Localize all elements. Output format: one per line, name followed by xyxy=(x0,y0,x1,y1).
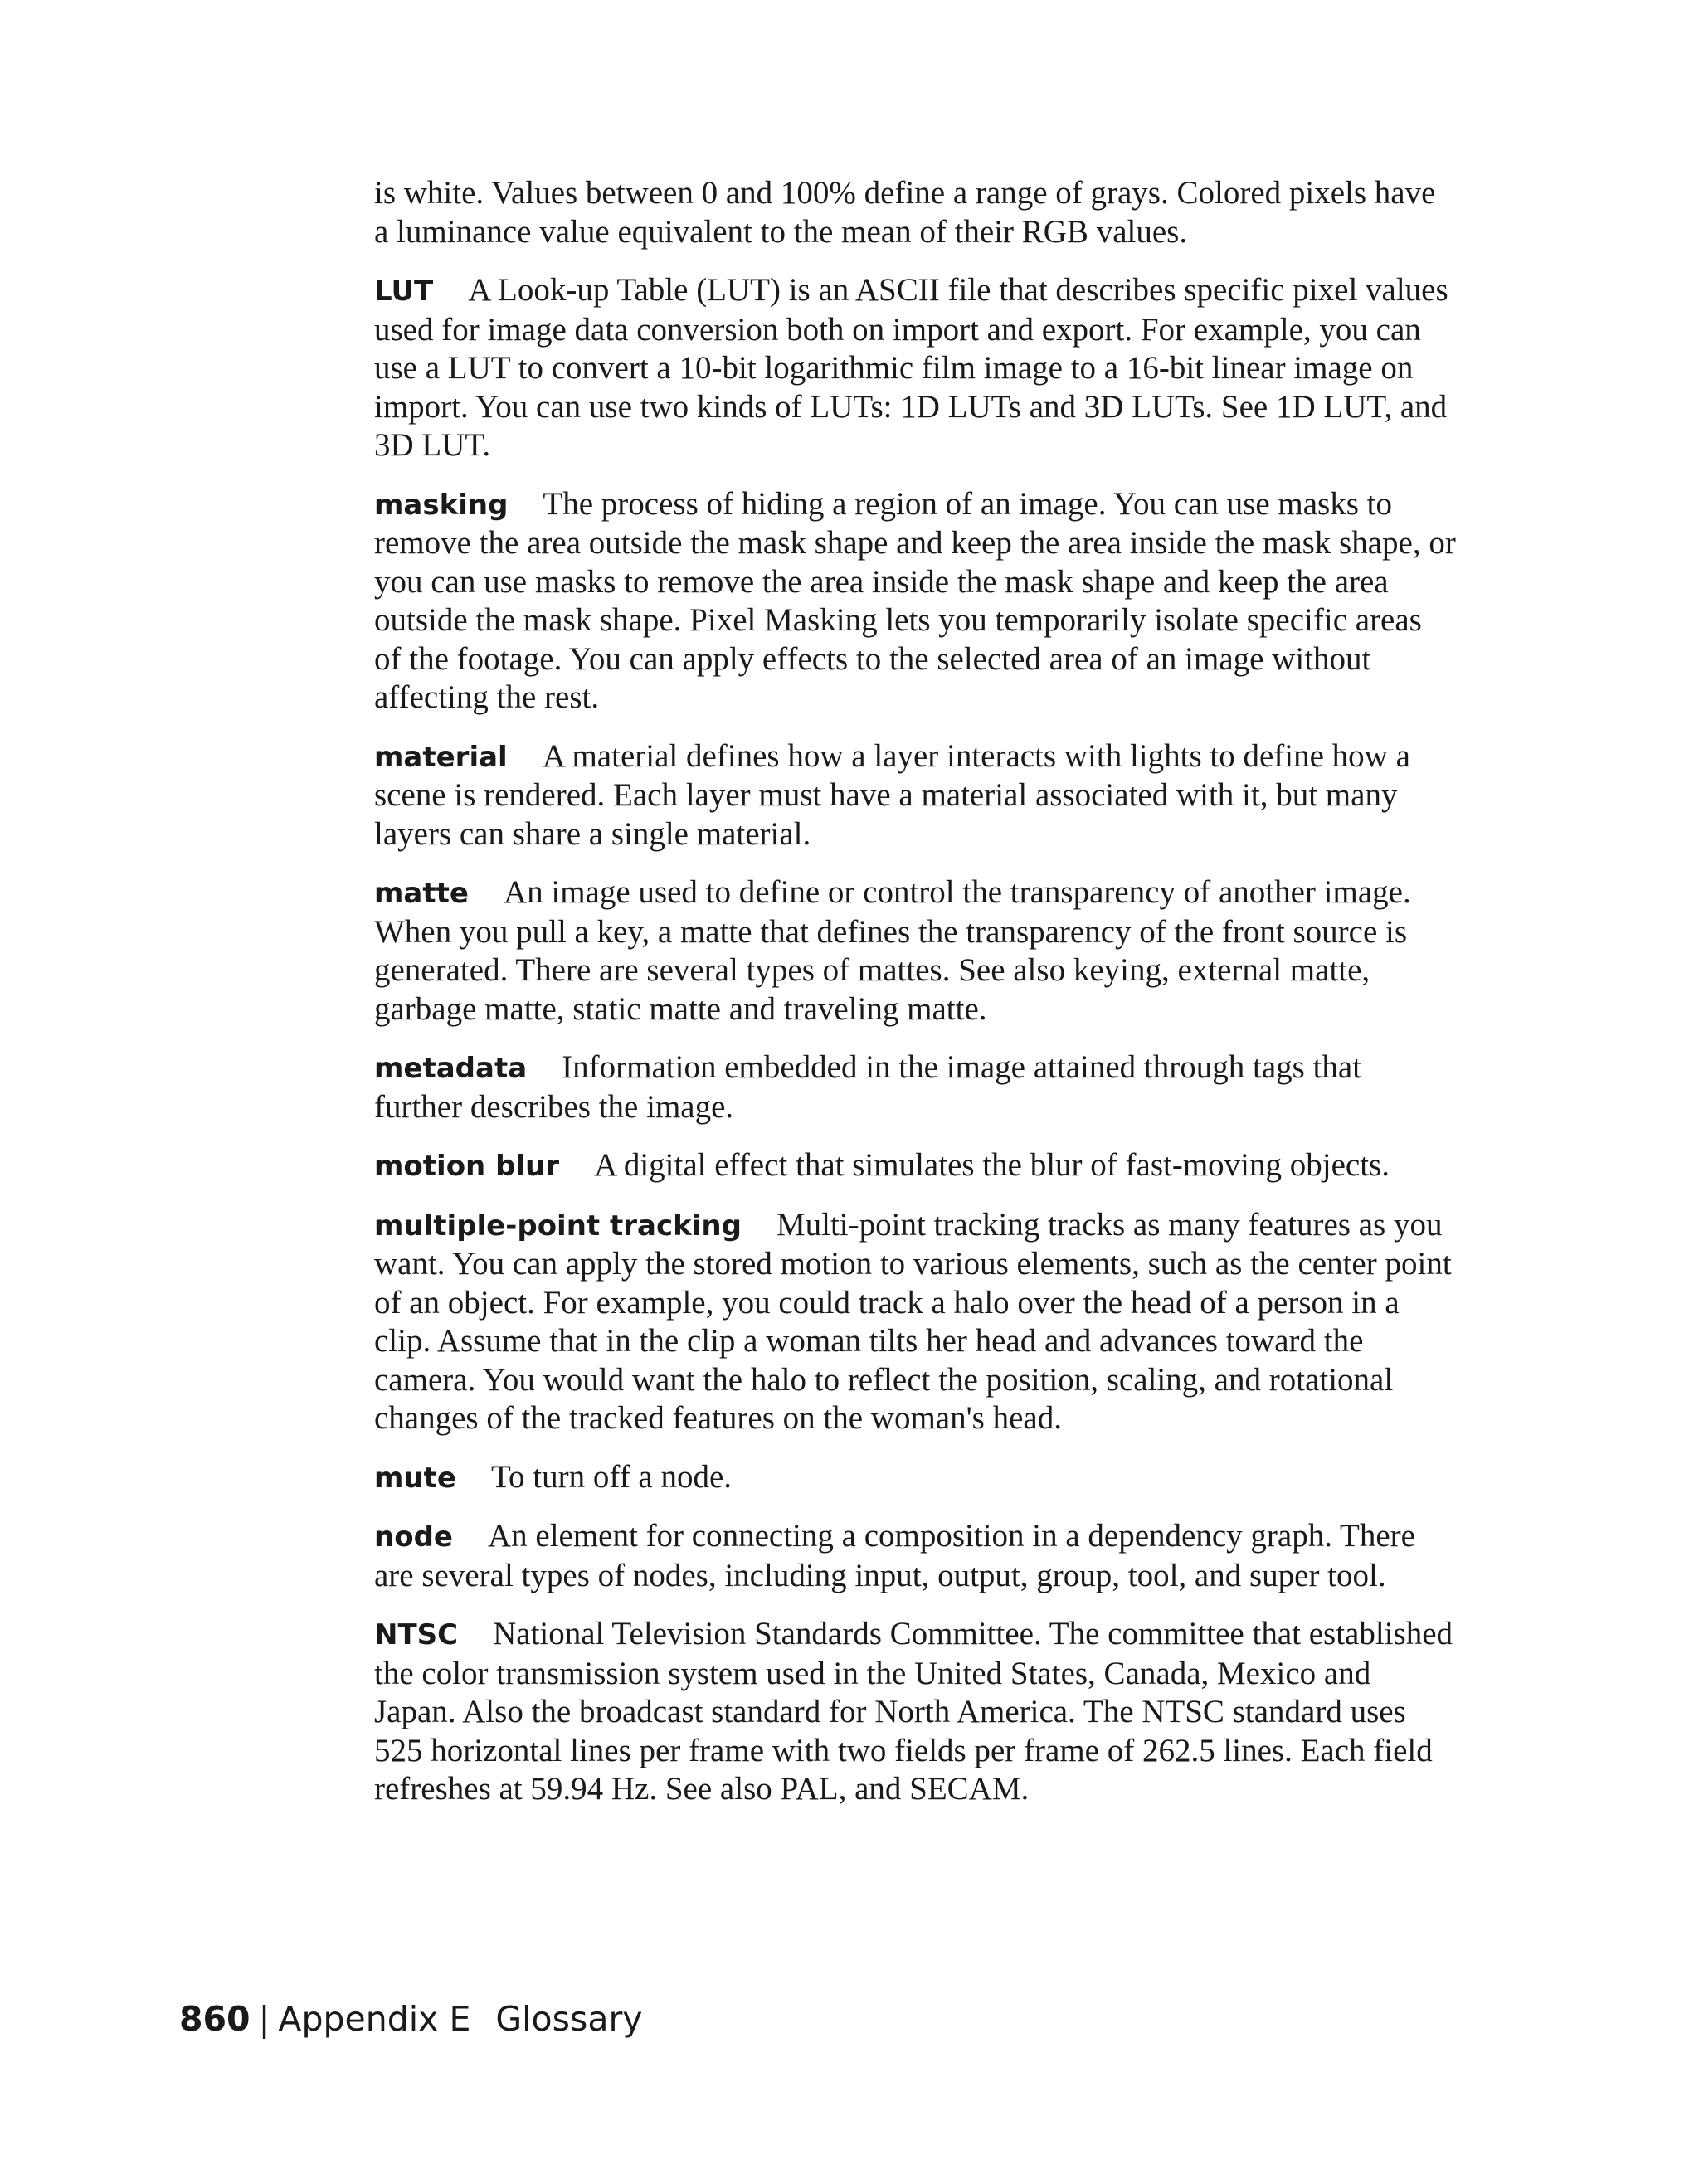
appendix-label: Appendix E xyxy=(278,1999,471,2039)
entry-definition: The process of hiding a region of an image. You can use masks to remove the area outside the mask shape and keep the area inside the mask shape, or you can use masks to remove the area inside the mask shape and keep the area outside the mask shape. Pixel Masking lets you temporarily isolate specific areas of the footage. You can apply effects to the selected area of an image without affecting the rest. xyxy=(374,485,1456,715)
entry-term: NTSC xyxy=(374,1618,459,1651)
glossary-entry-ntsc xyxy=(374,1615,1457,1809)
entry-definition: Information embedded in the image attained through tags that further describes the image. xyxy=(374,1049,1362,1125)
page-number: 860 xyxy=(179,1999,251,2039)
glossary-entry-node xyxy=(374,1517,1457,1595)
glossary-entry-metadata xyxy=(374,1048,1457,1126)
entry-definition: Multi-point tracking tracks as many features as you want. You can apply the stored motion to various elements, such as the center point of an object. For example, you could track a halo over the head of a person in a clip. Assume that in the clip a woman tilts her head and advances toward the camera. You would want the halo to reflect the position, scaling, and rotational changes of the tracked features on the woman's head. xyxy=(374,1206,1452,1436)
section-name: Glossary xyxy=(495,1999,643,2039)
entry-definition: An image used to define or control the transparency of another image. When you pull a key, a matte that defines the transparency of the front source is generated. There are several types of mattes. See also keying, external matte, garbage matte, static matte and traveling matte. xyxy=(374,874,1411,1027)
entry-definition: To turn off a node. xyxy=(490,1458,733,1495)
entry-definition: National Television Standards Committee. The committee that established the color transmission system used in the United States, Canada, Mexico and Japan. Also the broadcast standard for North America. The NTSC standard uses 525 horizontal lines per frame with two fields per frame of 262.5 lines. Each field refreshes at 59.94 Hz. See also PAL, and SECAM. xyxy=(374,1616,1453,1807)
glossary-entry-motion-blur xyxy=(374,1146,1457,1186)
entry-term: matte xyxy=(374,877,469,910)
glossary-entry-multiple-point-tracking xyxy=(374,1206,1457,1438)
entry-term: multiple-point tracking xyxy=(374,1209,742,1243)
entry-definition: A Look-up Table (LUT) is an ASCII file that describes specific pixel values used for image data conversion both on import and export. For example, you can use a LUT to convert a 10-bit logarithmic film image to a 16-bit linear image on import. You can use two kinds of LUTs: 1D LUTs and 3D LUTs. See 1D LUT, and 3D LUT. xyxy=(374,272,1448,463)
glossary-entry-matte xyxy=(374,873,1457,1029)
entry-term: motion blur xyxy=(374,1150,560,1183)
page-footer xyxy=(179,1999,643,2039)
entry-term: node xyxy=(374,1520,453,1554)
entry-term: material xyxy=(374,740,508,774)
entry-term: masking xyxy=(374,488,509,522)
entry-definition: An element for connecting a composition in a dependency graph. There are several types of nodes, including input, output, group, tool, and super tool. xyxy=(374,1518,1415,1593)
entry-term: mute xyxy=(374,1461,456,1495)
entry-definition: A material defines how a layer interacts with lights to define how a scene is rendered. Each layer must have a material associated with it, but many layers can share a single material. xyxy=(374,737,1410,852)
footer-separator: | xyxy=(258,1999,270,2039)
glossary-entry-lut xyxy=(374,271,1457,465)
continuation-paragraph: is white. Values between 0 and 100% define a range of grays. Colored pixels have a luminance value equivalent to the mean of their RGB values. xyxy=(374,175,1436,250)
glossary-entry-mute xyxy=(374,1458,1457,1498)
glossary-entry-masking xyxy=(374,485,1457,717)
entry-term: metadata xyxy=(374,1052,528,1085)
entry-term: LUT xyxy=(374,275,434,308)
glossary-entry-material xyxy=(374,737,1457,854)
entry-definition: A digital effect that simulates the blur of fast-moving objects. xyxy=(594,1147,1390,1183)
glossary-body xyxy=(374,174,1457,1829)
